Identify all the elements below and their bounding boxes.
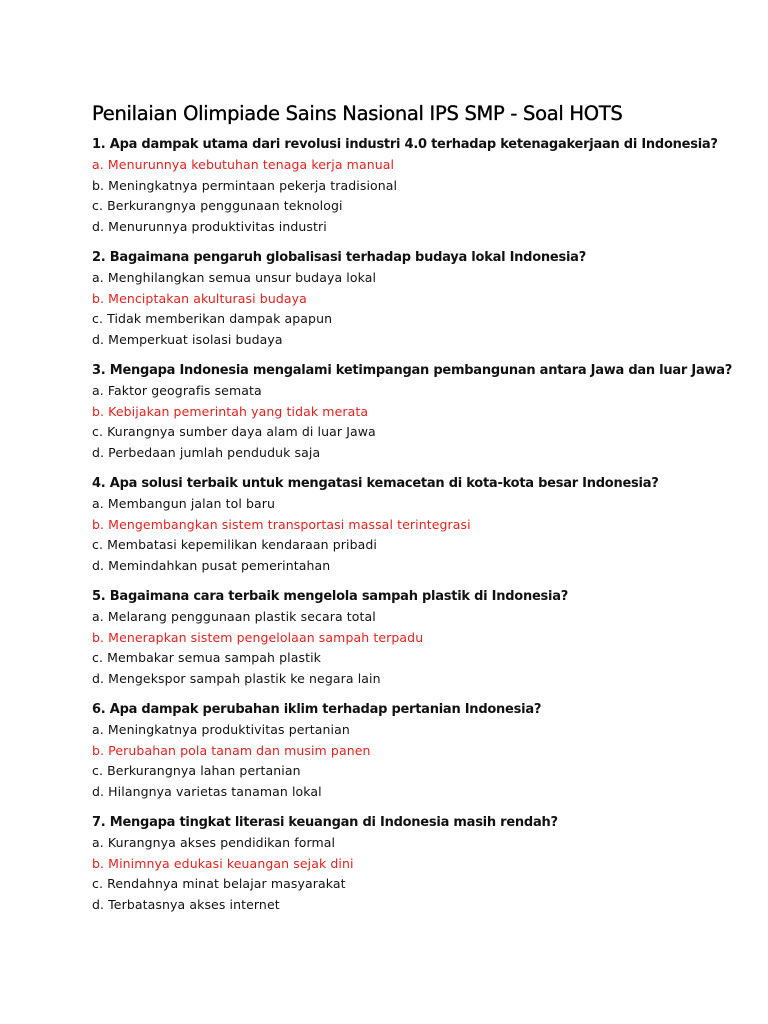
answer-option: d. Memperkuat isolasi budaya [92, 331, 283, 347]
question-text: 1. Apa dampak utama dari revolusi industri 4.0 terhadap ketenagakerjaan di Indonesia? [92, 137, 718, 152]
question-text: 2. Bagaimana pengaruh globalisasi terhadap budaya lokal Indonesia? [92, 250, 586, 265]
answer-option: c. Kurangnya sumber daya alam di luar Jawa [92, 424, 376, 439]
answer-option: b. Minimnya edukasi keuangan sejak dini [92, 855, 354, 871]
answer-option: b. Meningkatnya permintaan pekerja tradisional [92, 177, 398, 193]
answer-option: a. Faktor geografis semata [92, 383, 262, 398]
question-text: 4. Apa solusi terbaik untuk mengatasi kemacetan di kota-kota besar Indonesia? [92, 476, 659, 491]
answer-option: a. Melarang penggunaan plastik secara total [92, 609, 376, 624]
question-block [92, 135, 752, 237]
answer-option: d. Perbedaan jumlah penduduk saja [92, 444, 321, 460]
answer-option: b. Mengembangkan sistem transportasi massal terintegrasi [92, 516, 471, 532]
answer-option: c. Berkurangnya lahan pertanian [92, 763, 301, 778]
question-block [92, 587, 752, 689]
question-text: 5. Bagaimana cara terbaik mengelola sampah plastik di Indonesia? [92, 589, 569, 604]
question-text: 7. Mengapa tingkat literasi keuangan di Indonesia masih rendah? [92, 815, 558, 830]
answer-option: a. Meningkatnya produktivitas pertanian [92, 722, 350, 737]
question-block [92, 700, 752, 802]
answer-option: d. Memindahkan pusat pemerintahan [92, 557, 331, 573]
answer-option: c. Berkurangnya penggunaan teknologi [92, 198, 343, 213]
answer-option: c. Rendahnya minat belajar masyarakat [92, 876, 346, 891]
question-text: 6. Apa dampak perubahan iklim terhadap pertanian Indonesia? [92, 702, 542, 717]
question-text: 3. Mengapa Indonesia mengalami ketimpangan pembangunan antara Jawa dan luar Jawa? [92, 363, 733, 378]
answer-option: b. Menerapkan sistem pengelolaan sampah terpadu [92, 629, 424, 645]
question-block [92, 474, 752, 576]
answer-option: c. Tidak memberikan dampak apapun [92, 311, 333, 326]
answer-option: b. Kebijakan pemerintah yang tidak merata [92, 403, 369, 419]
answer-option: b. Menciptakan akulturasi budaya [92, 290, 307, 306]
answer-option: a. Menghilangkan semua unsur budaya lokal [92, 270, 377, 285]
answer-option: a. Menurunnya kebutuhan tenaga kerja manual [92, 157, 395, 172]
answer-option: d. Hilangnya varietas tanaman lokal [92, 783, 322, 799]
answer-option: d. Terbatasnya akses internet [92, 896, 280, 912]
question-block [92, 361, 752, 463]
question-block [92, 248, 752, 350]
answer-option: a. Kurangnya akses pendidikan formal [92, 835, 336, 850]
answer-option: c. Membatasi kepemilikan kendaraan pribadi [92, 537, 377, 552]
answer-option: a. Membangun jalan tol baru [92, 496, 276, 511]
document-title: Penilaian Olimpiade Sains Nasional IPS SMP - Soal HOTS [92, 102, 623, 125]
answer-option: d. Mengekspor sampah plastik ke negara lain [92, 670, 381, 686]
document-page [92, 101, 752, 926]
answer-option: c. Membakar semua sampah plastik [92, 650, 322, 665]
answer-option: b. Perubahan pola tanam dan musim panen [92, 742, 371, 758]
question-block [92, 813, 752, 915]
answer-option: d. Menurunnya produktivitas industri [92, 218, 327, 234]
